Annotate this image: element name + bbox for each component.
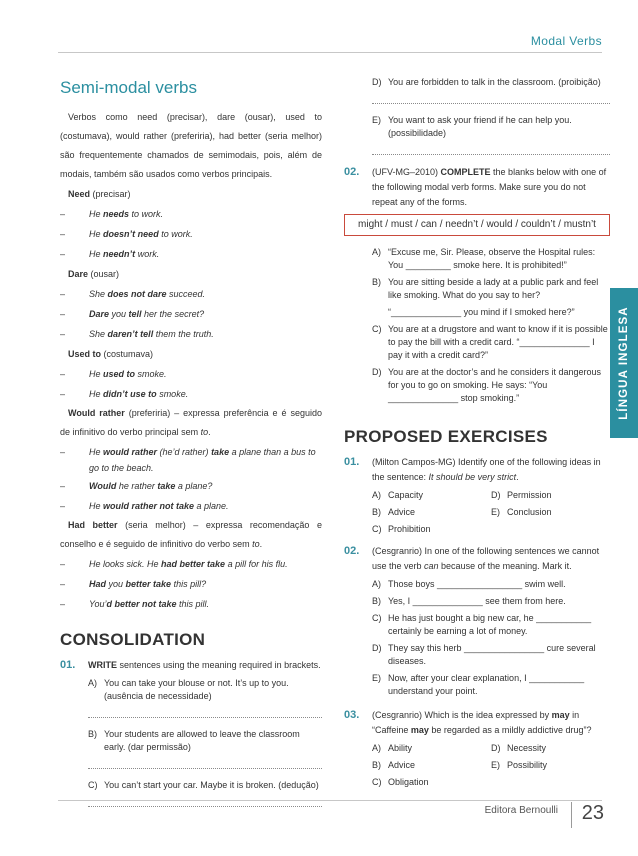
question-option: “______________ you mind if I smoked here?” bbox=[388, 307, 575, 317]
question-option: D) You are at the doctor’s and he considers it dangerous for you to go on smoking. He says: “You ______________ stop smoking.” bbox=[372, 367, 601, 403]
answer-choice[interactable]: A) Capacity bbox=[372, 490, 424, 500]
proposed-exercises-heading: PROPOSED EXERCISES bbox=[344, 427, 548, 446]
proposed-question-03: 03. (Cesgranrio) Which is the idea expressed by may in “Caffeine may be regarded as a mildly addictive drug”? bbox=[344, 709, 592, 735]
answer-choices bbox=[372, 743, 610, 787]
semi-modal-title: Semi-modal verbs bbox=[60, 78, 197, 97]
modal-verb-box: might / must / can / needn’t / would / couldn’t / mustn’t bbox=[344, 214, 610, 236]
answer-choice[interactable]: E) Now, after your clear explanation, I ___________ understand your point. bbox=[372, 673, 585, 696]
had-better-example: – He looks sick. He had better take a pill for his flu. bbox=[60, 559, 288, 569]
answer-choice[interactable]: C) He has just bought a big new car, he ___________ certainly be earning a lot of money. bbox=[372, 613, 592, 636]
need-heading: Need (precisar) bbox=[68, 189, 131, 199]
dare-example: – She does not dare succeed. bbox=[60, 289, 206, 299]
question-option: A) “Excuse me, Sir. Please, observe the Hospital rules: You _________ smoke here. It is prohibited!” bbox=[372, 247, 596, 270]
would-rather-description: Would rather (preferiria) – expressa preferência e é seguido de infinitivo do verbo principal sem to. bbox=[60, 408, 322, 437]
would-rather-example: – Would he rather take a plane? bbox=[60, 481, 213, 491]
answer-line[interactable] bbox=[88, 806, 322, 807]
consolidation-question-02: 02. (UFV-MG–2010) COMPLETE the blanks below with one of the following modal verb forms. Make sure you do not repeat any of the forms. bbox=[344, 166, 607, 207]
dare-heading: Dare (ousar) bbox=[68, 269, 120, 279]
footer-divider bbox=[571, 802, 572, 828]
question-option: E) You want to ask your friend if he can help you. (possibilidade) bbox=[372, 115, 572, 138]
need-example: – He needn’t work. bbox=[60, 249, 160, 259]
answer-choice[interactable]: B) Yes, I ______________ see them from here. bbox=[372, 596, 566, 606]
footer-rule bbox=[58, 800, 602, 801]
page-number: 23 bbox=[581, 802, 604, 824]
had-better-example: – You’d better not take this pill. bbox=[60, 599, 210, 609]
proposed-question-02: 02. (Cesgranrio) In one of the following sentences we cannot use the verb can because of the meaning. Mark it. bbox=[344, 545, 600, 571]
consolidation-question-01: 01. WRITE sentences using the meaning required in brackets. bbox=[60, 659, 321, 671]
question-option: B) You are sitting beside a lady at a public park and feel like smoking. What do you say to her? bbox=[372, 277, 599, 300]
had-better-example: – Had you better take this pill? bbox=[60, 579, 207, 589]
answer-choices bbox=[372, 490, 610, 534]
answer-choice[interactable]: B) Advice bbox=[372, 507, 416, 517]
semi-modal-intro: Verbos como need (precisar), dare (ousar), used to (costumava), would rather (preferiria), had better (seria melhor) são frequentemente chamados de semimodais, pois, além de modais, também são usados como verbos principais. bbox=[60, 112, 322, 179]
had-better-description: Had better (seria melhor) – expressa recomendação e conselho e é seguido de infinitivo do verbo sem to. bbox=[60, 520, 322, 549]
subject-side-tab bbox=[610, 288, 638, 438]
answer-choice[interactable]: D) Permission bbox=[491, 490, 552, 500]
publisher-name: Editora Bernoulli bbox=[484, 805, 558, 816]
used-to-example: – He used to smoke. bbox=[60, 369, 167, 379]
proposed-question-01: 01. (Milton Campos-MG) Identify one of the following ideas in the sentence: It should be very strict. bbox=[344, 456, 601, 482]
answer-choice[interactable]: B) Advice bbox=[372, 760, 416, 770]
answer-choice[interactable]: C) Prohibition bbox=[372, 524, 431, 534]
answer-choice[interactable]: E) Conclusion bbox=[491, 507, 552, 517]
consolidation-heading: CONSOLIDATION bbox=[60, 630, 206, 649]
answer-line[interactable] bbox=[372, 103, 610, 104]
answer-choice[interactable]: C) Obligation bbox=[372, 777, 429, 787]
answer-choice[interactable]: E) Possibility bbox=[491, 760, 548, 770]
answer-choice[interactable]: D) They say this herb ________________ cure several diseases. bbox=[372, 643, 596, 666]
used-to-example: – He didn’t use to smoke. bbox=[60, 389, 189, 399]
used-to-heading: Used to (costumava) bbox=[68, 349, 154, 359]
answer-choice[interactable]: D) Necessity bbox=[491, 743, 547, 753]
top-rule bbox=[58, 52, 602, 53]
right-column bbox=[344, 68, 610, 787]
question-option: D) You are forbidden to talk in the classroom. (proibição) bbox=[372, 77, 601, 87]
answer-choice[interactable]: A) Ability bbox=[372, 743, 413, 753]
would-rather-example: – He would rather (he’d rather) take a plane than a bus to go to the beach. bbox=[60, 447, 316, 473]
section-label: Modal Verbs bbox=[530, 34, 602, 48]
dare-example: – She daren’t tell them the truth. bbox=[60, 329, 214, 339]
would-rather-example: – He would rather not take a plane. bbox=[60, 501, 229, 511]
answer-line[interactable] bbox=[88, 717, 322, 718]
question-option: C) You can’t start your car. Maybe it is broken. (dedução) bbox=[88, 780, 319, 790]
question-option: C) You are at a drugstore and want to know if it is possible to pay the bill with a credit card. “______________ I pay it with a credit card?” bbox=[372, 324, 608, 360]
answer-choice[interactable]: A) Those boys _________________ swim well. bbox=[372, 579, 566, 589]
need-example: – He needs to work. bbox=[60, 209, 164, 219]
subject-label: LÍNGUA INGLESA bbox=[618, 306, 630, 420]
answer-line[interactable] bbox=[88, 768, 322, 769]
answer-line[interactable] bbox=[372, 154, 610, 155]
left-column bbox=[60, 68, 322, 817]
need-example: – He doesn’t need to work. bbox=[60, 229, 193, 239]
dare-example: – Dare you tell her the secret? bbox=[60, 309, 205, 319]
question-option: B) Your students are allowed to leave the classroom early. (dar permissão) bbox=[88, 729, 300, 752]
question-option: A) You can take your blouse or not. It’s up to you. (ausência de necessidade) bbox=[88, 678, 289, 701]
